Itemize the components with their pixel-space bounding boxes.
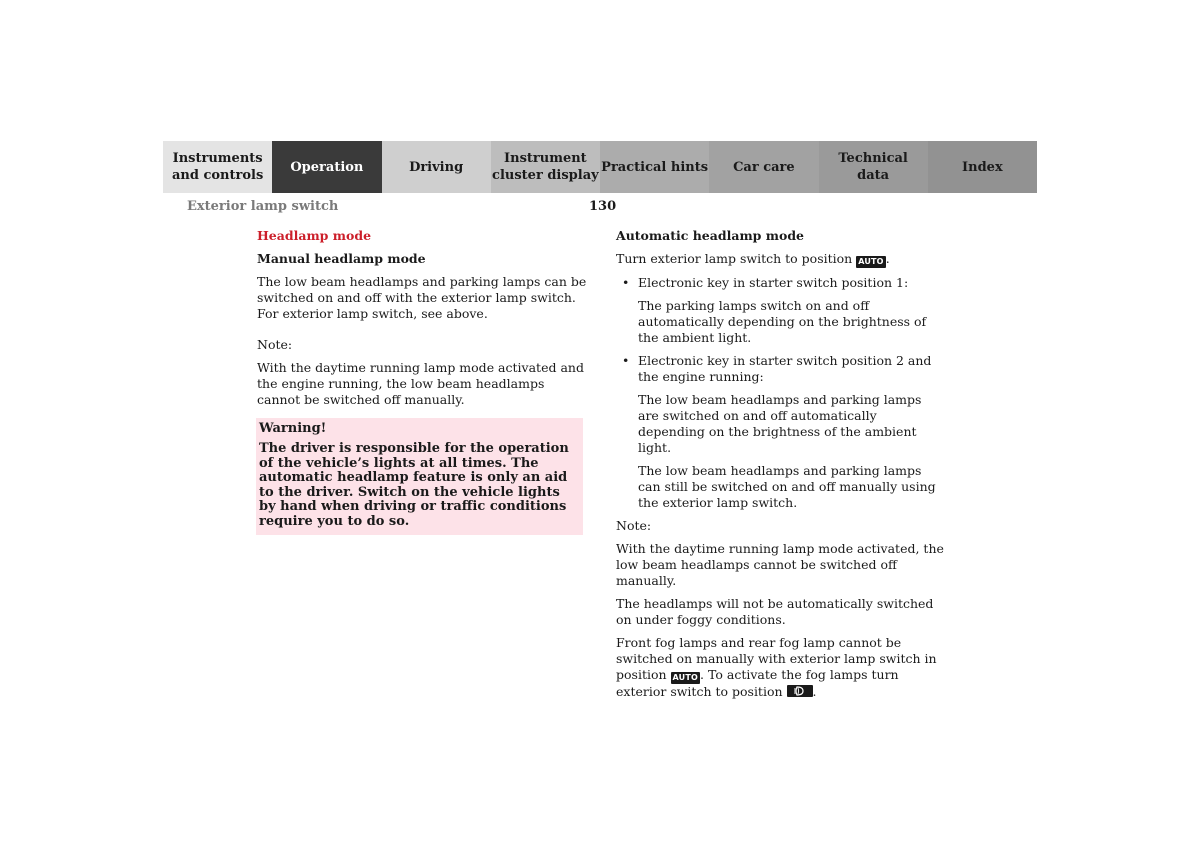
left-column bbox=[257, 228, 587, 535]
tab-technical-data[interactable]: Technical data bbox=[819, 141, 928, 193]
auto-intro-text: Turn exterior lamp switch to position bbox=[616, 251, 853, 266]
note-1: With the daytime running lamp mode activated, the low beam headlamps cannot be switched off manually. bbox=[616, 541, 944, 588]
tab-operation[interactable]: Operation bbox=[272, 141, 381, 193]
fog-text-2: To activate the fog lamps turn exterior switch to position bbox=[616, 667, 899, 699]
warning-title: Warning! bbox=[259, 421, 327, 436]
bullet-position-1 bbox=[616, 275, 946, 291]
manual-paragraph: The low beam headlamps and parking lamps can be switched on and off with the exterior lamp switch. For exterior lamp switch, see above. bbox=[257, 274, 587, 321]
headlamp-mode-heading: Headlamp mode bbox=[257, 228, 372, 243]
fog-lamp-icon bbox=[787, 685, 813, 697]
tab-instrument-cluster-display[interactable]: Instrument cluster display bbox=[491, 141, 600, 193]
tab-index[interactable]: Index bbox=[928, 141, 1037, 193]
auto-intro bbox=[616, 251, 946, 268]
auto-position-icon: AUTO bbox=[672, 673, 699, 682]
fog-paragraph bbox=[616, 635, 946, 700]
tab-driving[interactable]: Driving bbox=[382, 141, 491, 193]
bullet-2-detail-2: The low beam headlamps and parking lamps can still be switched on and off manually using the exterior lamp switch. bbox=[638, 463, 936, 510]
note-2: The headlamps will not be automatically switched on under foggy conditions. bbox=[616, 596, 934, 627]
bullet-1-text: Electronic key in starter switch position 1: bbox=[638, 275, 909, 290]
bullet-dot-icon: • bbox=[622, 275, 630, 290]
right-column bbox=[616, 228, 946, 707]
bullet-2-text: Electronic key in starter switch position 2 and the engine running: bbox=[638, 353, 932, 384]
automatic-headlamp-heading: Automatic headlamp mode bbox=[616, 228, 805, 243]
note-label-right: Note: bbox=[616, 518, 652, 533]
manual-headlamp-heading: Manual headlamp mode bbox=[257, 251, 426, 266]
bullet-dot-icon: • bbox=[622, 353, 630, 368]
note-paragraph: With the daytime running lamp mode activated and the engine running, the low beam headlamps cannot be switched off manually. bbox=[257, 360, 584, 407]
page-number: 130 bbox=[589, 199, 617, 214]
fog-text-1: Front fog lamps and rear fog lamp cannot be switched on manually with exterior lamp switch in position bbox=[616, 635, 937, 682]
bullet-position-2 bbox=[616, 353, 946, 385]
chapter-tabs bbox=[163, 141, 1037, 193]
fog-text-2-period: . bbox=[812, 684, 817, 699]
warning-text: The driver is responsible for the operation of the vehicle’s lights at all times. The automatic headlamp feature is only an aid to the driver. Switch on the vehicle lights by hand when driving or traffic conditions require you to do so. bbox=[259, 441, 569, 529]
tab-practical-hints[interactable]: Practical hints bbox=[600, 141, 709, 193]
fog-text-1-period: . bbox=[700, 667, 705, 682]
bullet-1-detail: The parking lamps switch on and off automatically depending on the brightness of the ambient light. bbox=[638, 298, 927, 345]
warning-box bbox=[256, 418, 583, 535]
tab-instruments-and-controls[interactable]: Instruments and controls bbox=[163, 141, 272, 193]
section-title: Exterior lamp switch bbox=[187, 199, 339, 214]
auto-position-icon: AUTO bbox=[858, 257, 884, 266]
tab-car-care[interactable]: Car care bbox=[709, 141, 818, 193]
auto-intro-period: . bbox=[885, 251, 890, 266]
note-label: Note: bbox=[257, 337, 293, 352]
bullet-2-detail-1: The low beam headlamps and parking lamps are switched on and off automatically depending on the brightness of the ambient light. bbox=[638, 392, 922, 455]
